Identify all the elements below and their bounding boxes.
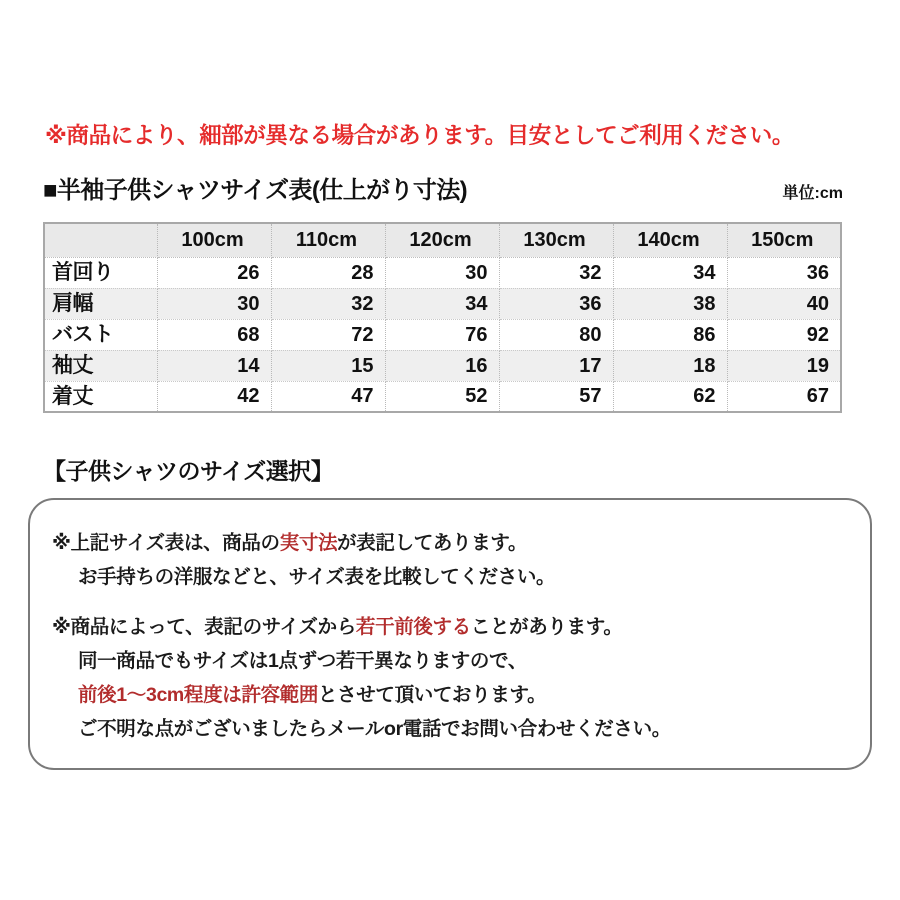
info-text: とさせて頂いております。 bbox=[317, 684, 547, 706]
column-header-130cm: 130cm bbox=[499, 223, 613, 257]
cell-sleeve-120cm: 16 bbox=[385, 350, 499, 381]
cell-shoulder-110cm: 32 bbox=[271, 288, 385, 319]
info-line bbox=[52, 678, 671, 712]
column-header-110cm: 110cm bbox=[271, 223, 385, 257]
cell-neck-140cm: 34 bbox=[613, 257, 727, 288]
cell-length-140cm: 62 bbox=[613, 381, 727, 412]
info-text: が表記してあります。 bbox=[337, 532, 528, 554]
row-label-sleeve: 袖丈 bbox=[44, 350, 157, 381]
cell-shoulder-130cm: 36 bbox=[499, 288, 613, 319]
size-selection-info-box bbox=[28, 498, 872, 770]
column-header-150cm: 150cm bbox=[727, 223, 841, 257]
cell-length-120cm: 52 bbox=[385, 381, 499, 412]
info-line bbox=[52, 526, 555, 560]
cell-neck-100cm: 26 bbox=[157, 257, 271, 288]
info-text: ※上記サイズ表は、商品の bbox=[52, 532, 280, 554]
cell-bust-120cm: 76 bbox=[385, 319, 499, 350]
cell-neck-120cm: 30 bbox=[385, 257, 499, 288]
cell-shoulder-120cm: 34 bbox=[385, 288, 499, 319]
cell-neck-110cm: 28 bbox=[271, 257, 385, 288]
column-header-120cm: 120cm bbox=[385, 223, 499, 257]
cell-shoulder-150cm: 40 bbox=[727, 288, 841, 319]
info-line bbox=[52, 610, 671, 644]
row-label-neck: 首回り bbox=[44, 257, 157, 288]
cell-sleeve-100cm: 14 bbox=[157, 350, 271, 381]
size-table bbox=[43, 222, 842, 413]
cell-bust-130cm: 80 bbox=[499, 319, 613, 350]
column-header-140cm: 140cm bbox=[613, 223, 727, 257]
info-paragraph-tolerance bbox=[52, 610, 671, 746]
table-row bbox=[44, 288, 841, 319]
info-paragraph-actual-measurement bbox=[52, 526, 555, 594]
table-row bbox=[44, 381, 841, 412]
size-table-head bbox=[44, 223, 841, 257]
cell-bust-140cm: 86 bbox=[613, 319, 727, 350]
cell-length-130cm: 57 bbox=[499, 381, 613, 412]
cell-shoulder-100cm: 30 bbox=[157, 288, 271, 319]
row-label-bust: バスト bbox=[44, 319, 157, 350]
cell-sleeve-150cm: 19 bbox=[727, 350, 841, 381]
table-corner-cell bbox=[44, 223, 157, 257]
info-text: ※商品によって、表記のサイズから bbox=[52, 616, 356, 638]
table-row bbox=[44, 257, 841, 288]
size-table-body bbox=[44, 257, 841, 412]
cell-bust-110cm: 72 bbox=[271, 319, 385, 350]
cell-sleeve-110cm: 15 bbox=[271, 350, 385, 381]
cell-shoulder-140cm: 38 bbox=[613, 288, 727, 319]
cell-sleeve-130cm: 17 bbox=[499, 350, 613, 381]
info-line: お手持ちの洋服などと、サイズ表を比較してください。 bbox=[78, 566, 556, 588]
cell-neck-150cm: 36 bbox=[727, 257, 841, 288]
info-emphasis-tolerance-range: 前後1〜3cm程度は許容範囲 bbox=[78, 684, 318, 706]
info-emphasis-actual-size: 実寸法 bbox=[279, 532, 338, 554]
cell-length-110cm: 47 bbox=[271, 381, 385, 412]
page-title: ■半袖子供シャツサイズ表(仕上がり寸法) bbox=[43, 177, 468, 204]
table-header-row bbox=[44, 223, 841, 257]
cell-bust-100cm: 68 bbox=[157, 319, 271, 350]
column-header-100cm: 100cm bbox=[157, 223, 271, 257]
product-variation-notice: ※商品により、細部が異なる場合があります。目安としてご利用ください。 bbox=[45, 123, 794, 148]
cell-neck-130cm: 32 bbox=[499, 257, 613, 288]
info-text: ことがあります。 bbox=[470, 616, 623, 638]
table-title-row bbox=[43, 170, 843, 205]
info-line: ご不明な点がございましたらメールor電話でお問い合わせください。 bbox=[78, 718, 671, 740]
table-row bbox=[44, 350, 841, 381]
table-row bbox=[44, 319, 841, 350]
row-label-length: 着丈 bbox=[44, 381, 157, 412]
info-emphasis-variation: 若干前後する bbox=[355, 616, 471, 638]
cell-length-150cm: 67 bbox=[727, 381, 841, 412]
info-line: 同一商品でもサイズは1点ずつ若干異なりますので、 bbox=[78, 650, 527, 672]
cell-length-100cm: 42 bbox=[157, 381, 271, 412]
cell-sleeve-140cm: 18 bbox=[613, 350, 727, 381]
section-heading-size-selection: 【子供シャツのサイズ選択】 bbox=[43, 458, 334, 484]
cell-bust-150cm: 92 bbox=[727, 319, 841, 350]
unit-label: 単位:cm bbox=[782, 185, 843, 202]
row-label-shoulder: 肩幅 bbox=[44, 288, 157, 319]
